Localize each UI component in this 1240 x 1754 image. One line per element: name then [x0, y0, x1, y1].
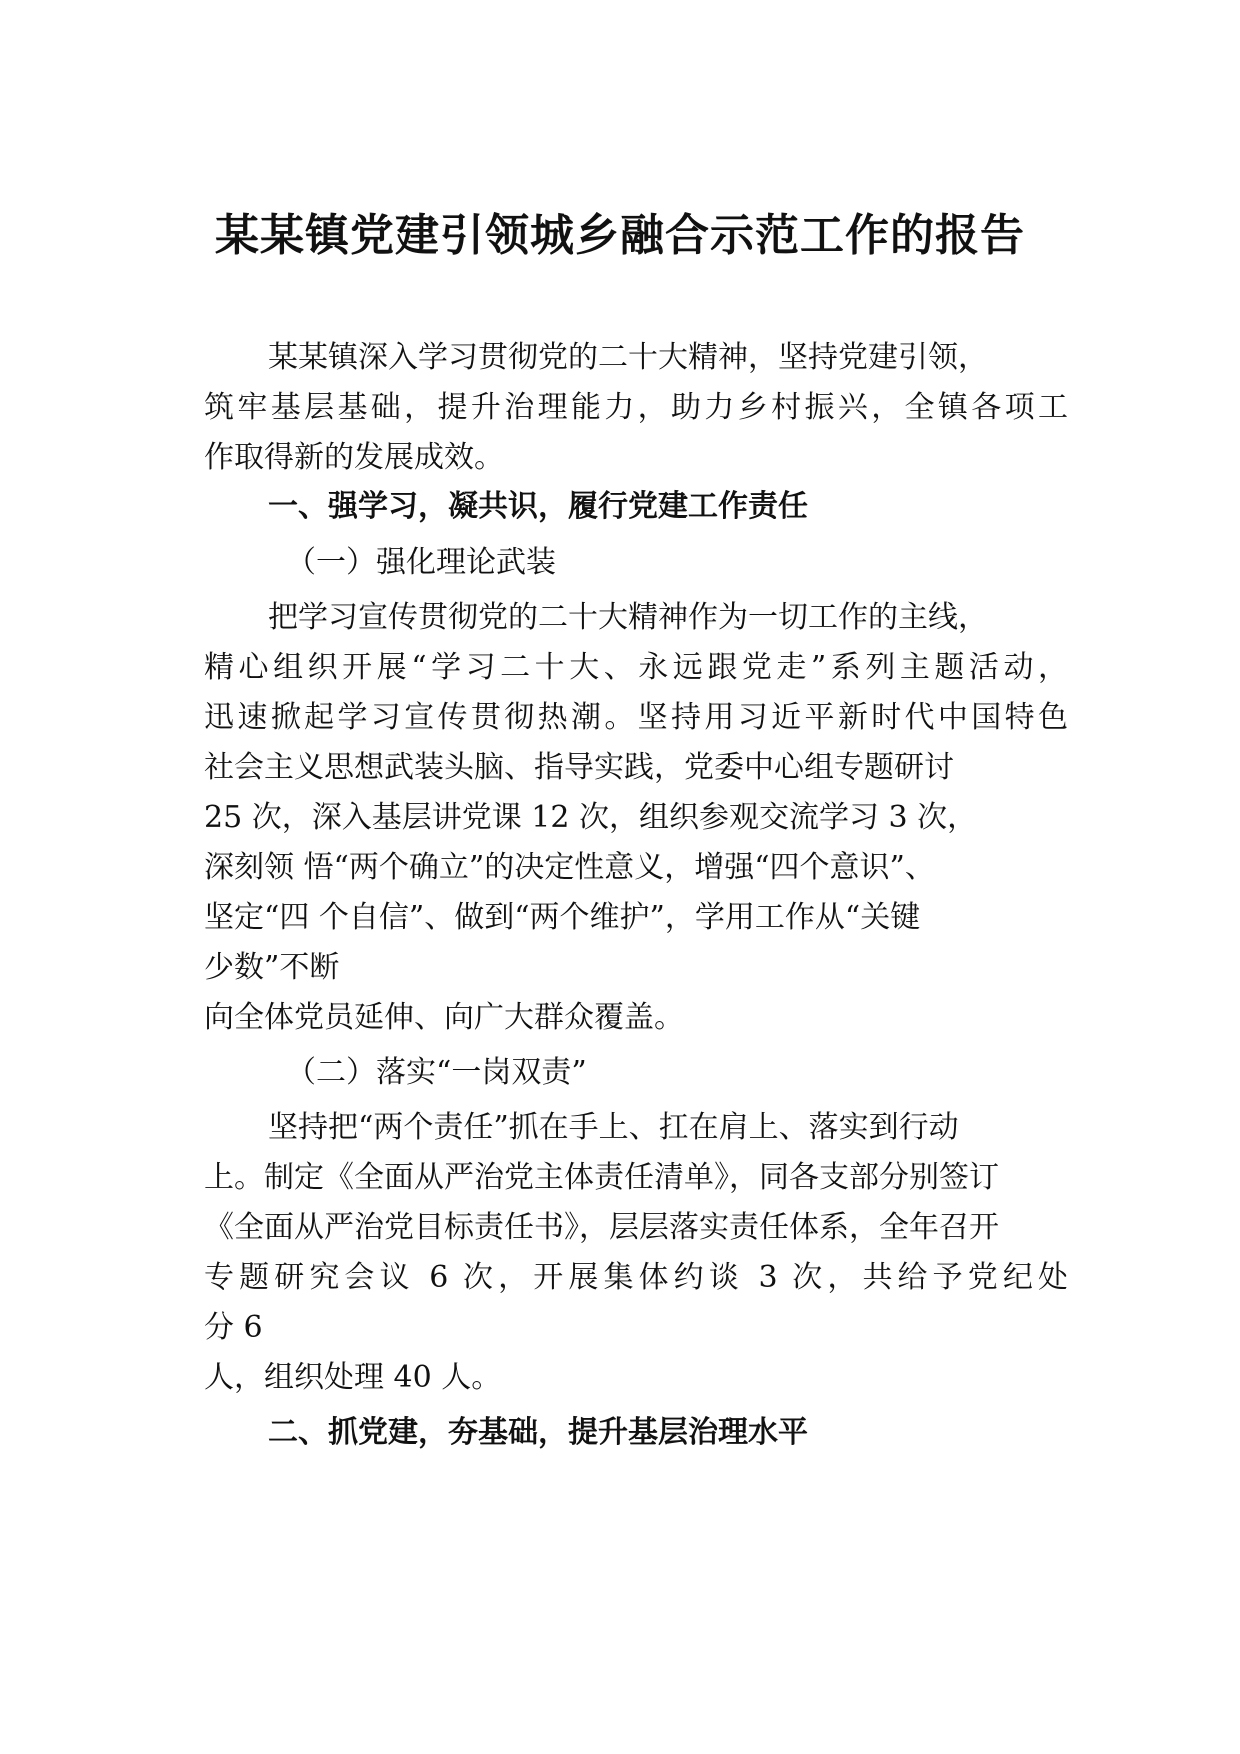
paragraph-line: 专题研究会议 6 次，开展集体约谈 3 次，共给予党纪处: [204, 1260, 1068, 1295]
subsection-heading-2: （二）落实“一岗双责”: [286, 1055, 587, 1090]
section-heading-2: 二、抓党建，夯基础，提升基层治理水平: [268, 1415, 808, 1450]
intro-line: 作取得新的发展成效。: [204, 440, 504, 475]
paragraph-line: 坚定“四 个自信”、做到“两个维护”，学用工作从“关键: [204, 900, 921, 935]
paragraph-line: 上。制定《全面从严治党主体责任清单》，同各支部分别签订: [204, 1160, 999, 1195]
section-heading-1: 一、强学习，凝共识，履行党建工作责任: [268, 489, 808, 524]
paragraph-line: 把学习宣传贯彻党的二十大精神作为一切工作的主线，: [268, 600, 988, 635]
paragraph-line: 人，组织处理 40 人。: [204, 1360, 502, 1395]
paragraph-line: 社会主义思想武装头脑、指导实践，党委中心组专题研讨: [204, 750, 954, 785]
intro-line: 某某镇深入学习贯彻党的二十大精神，坚持党建引领，: [268, 340, 988, 375]
intro-line: 筑牢基层基础，提升治理能力，助力乡村振兴，全镇各项工: [204, 390, 1068, 425]
subsection-heading-1: （一）强化理论武装: [286, 545, 556, 580]
paragraph-line: 深刻领 悟“两个确立”的决定性意义，增强“四个意识”、: [204, 850, 935, 885]
paragraph-line: 向全体党员延伸、向广大群众覆盖。: [204, 1000, 684, 1035]
paragraph-line: 《全面从严治党目标责任书》，层层落实责任体系，全年召开: [204, 1210, 999, 1245]
paragraph-line: 分 6: [204, 1310, 263, 1345]
paragraph-line: 坚持把“两个责任”抓在手上、扛在肩上、落实到行动: [268, 1110, 959, 1145]
paragraph-line: 25 次，深入基层讲党课 12 次，组织参观交流学习 3 次，: [204, 800, 978, 835]
paragraph-line: 迅速掀起学习宣传贯彻热潮。坚持用习近平新时代中国特色: [204, 700, 1068, 735]
paragraph-line: 少数”不断: [204, 950, 340, 985]
paragraph-line: 精心组织开展“学习二十大、永远跟党走”系列主题活动，: [204, 650, 1068, 685]
document-title: 某某镇党建引领城乡融合示范工作的报告: [215, 210, 1025, 261]
